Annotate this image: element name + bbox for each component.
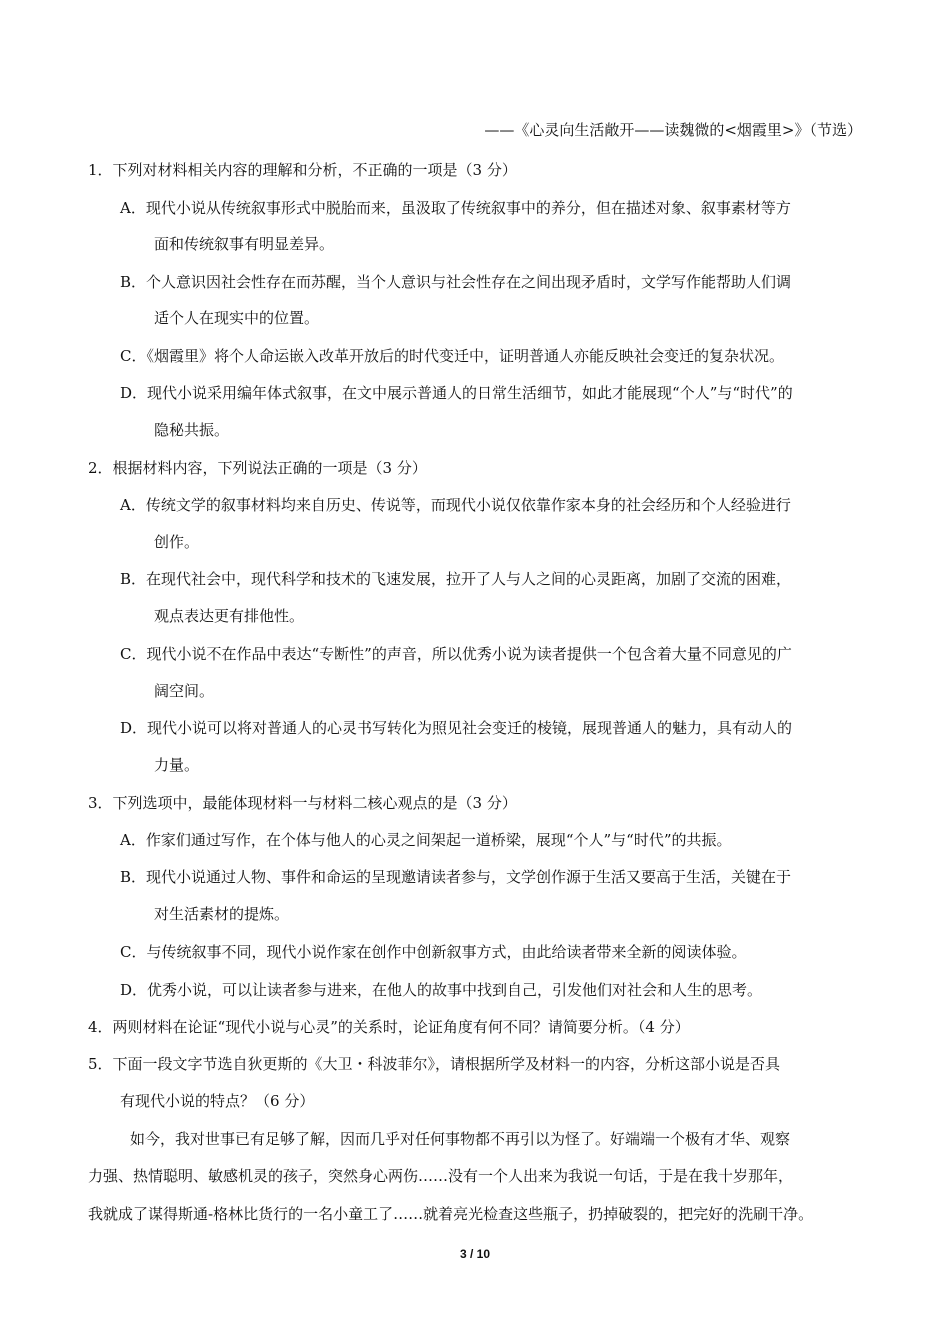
source-citation: ——《心灵向生活敞开——读魏微的<烟霞里>》（节选） bbox=[484, 121, 862, 139]
question-5-stem: 5．下面一段文字节选自狄更斯的《大卫・科波菲尔》，请根据所学及材料一的内容，分析这部小说是否具 bbox=[88, 1055, 781, 1073]
q1-option-a-cont: 面和传统叙事有明显差异。 bbox=[154, 235, 335, 253]
question-5-stem-cont: 有现代小说的特点？（6 分） bbox=[120, 1092, 315, 1110]
q3-option-a: A．作家们通过写作，在个体与他人的心灵之间架起一道桥梁，展现“个人”与“时代”的共振。 bbox=[120, 831, 732, 849]
q2-option-c-cont: 阔空间。 bbox=[154, 682, 215, 700]
q2-option-b: B．在现代社会中，现代科学和技术的飞速发展，拉开了人与人之间的心灵距离，加剧了交流的困难， bbox=[120, 570, 792, 588]
question-4-stem: 4．两则材料在论证“现代小说与心灵”的关系时，论证角度有何不同？请简要分析。（4 分） bbox=[88, 1018, 690, 1036]
question-2-stem: 2．根据材料内容，下列说法正确的一项是（3 分） bbox=[88, 459, 427, 477]
q1-option-a: A．现代小说从传统叙事形式中脱胎而来，虽汲取了传统叙事中的养分，但在描述对象、叙事素材等方 bbox=[120, 199, 791, 217]
q1-option-d-cont: 隐秘共振。 bbox=[154, 421, 230, 439]
passage-line-2: 力强、热情聪明、敏感机灵的孩子，突然身心两伤……没有一个人出来为我说一句话，于是在我十岁那年， bbox=[88, 1167, 794, 1185]
q1-option-b-cont: 适个人在现实中的位置。 bbox=[154, 309, 320, 327]
q2-option-a-cont: 创作。 bbox=[154, 533, 200, 551]
q3-option-b-cont: 对生活素材的提炼。 bbox=[154, 905, 290, 923]
q2-option-a: A．传统文学的叙事材料均来自历史、传说等，而现代小说仅依靠作家本身的社会经历和个人经验进行 bbox=[120, 496, 791, 514]
q2-option-b-cont: 观点表达更有排他性。 bbox=[154, 607, 305, 625]
q2-option-c: C．现代小说不在作品中表达“专断性”的声音，所以优秀小说为读者提供一个包含着大量不同意见的广 bbox=[120, 645, 792, 663]
q1-option-d: D．现代小说采用编年体式叙事，在文中展示普通人的日常生活细节，如此才能展现“个人”与“时代”的 bbox=[120, 384, 793, 402]
passage-line-1: 如今，我对世事已有足够了解，因而几乎对任何事物都不再引以为怪了。好端端一个极有才华、观察 bbox=[130, 1130, 791, 1148]
q3-option-c: C．与传统叙事不同，现代小说作家在创作中创新叙事方式，由此给读者带来全新的阅读体验。 bbox=[120, 943, 747, 961]
q3-option-b: B．现代小说通过人物、事件和命运的呈现邀请读者参与，文学创作源于生活又要高于生活，关键在于 bbox=[120, 868, 792, 886]
page-number: 3 / 10 bbox=[459, 1247, 491, 1261]
q3-option-d: D．优秀小说，可以让读者参与进来，在他人的故事中找到自己，引发他们对社会和人生的思考。 bbox=[120, 981, 763, 999]
q1-option-c: C．《烟霞里》将个人命运嵌入改革开放后的时代变迁中，证明普通人亦能反映社会变迁的复杂状况。 bbox=[120, 347, 784, 365]
q1-option-b: B．个人意识因社会性存在而苏醒，当个人意识与社会性存在之间出现矛盾时，文学写作能帮助人们调 bbox=[120, 273, 792, 291]
question-1-stem: 1．下列对材料相关内容的理解和分析，不正确的一项是（3 分） bbox=[88, 161, 517, 179]
passage-line-3: 我就成了谋得斯通-格林比货行的一名小童工了……就着亮光检查这些瓶子，扔掉破裂的，把完好的洗刷干净。 bbox=[88, 1205, 814, 1223]
question-3-stem: 3．下列选项中，最能体现材料一与材料二核心观点的是（3 分） bbox=[88, 794, 517, 812]
q2-option-d-cont: 力量。 bbox=[154, 756, 200, 774]
q2-option-d: D．现代小说可以将对普通人的心灵书写转化为照见社会变迁的棱镜，展现普通人的魅力，具有动人的 bbox=[120, 719, 793, 737]
